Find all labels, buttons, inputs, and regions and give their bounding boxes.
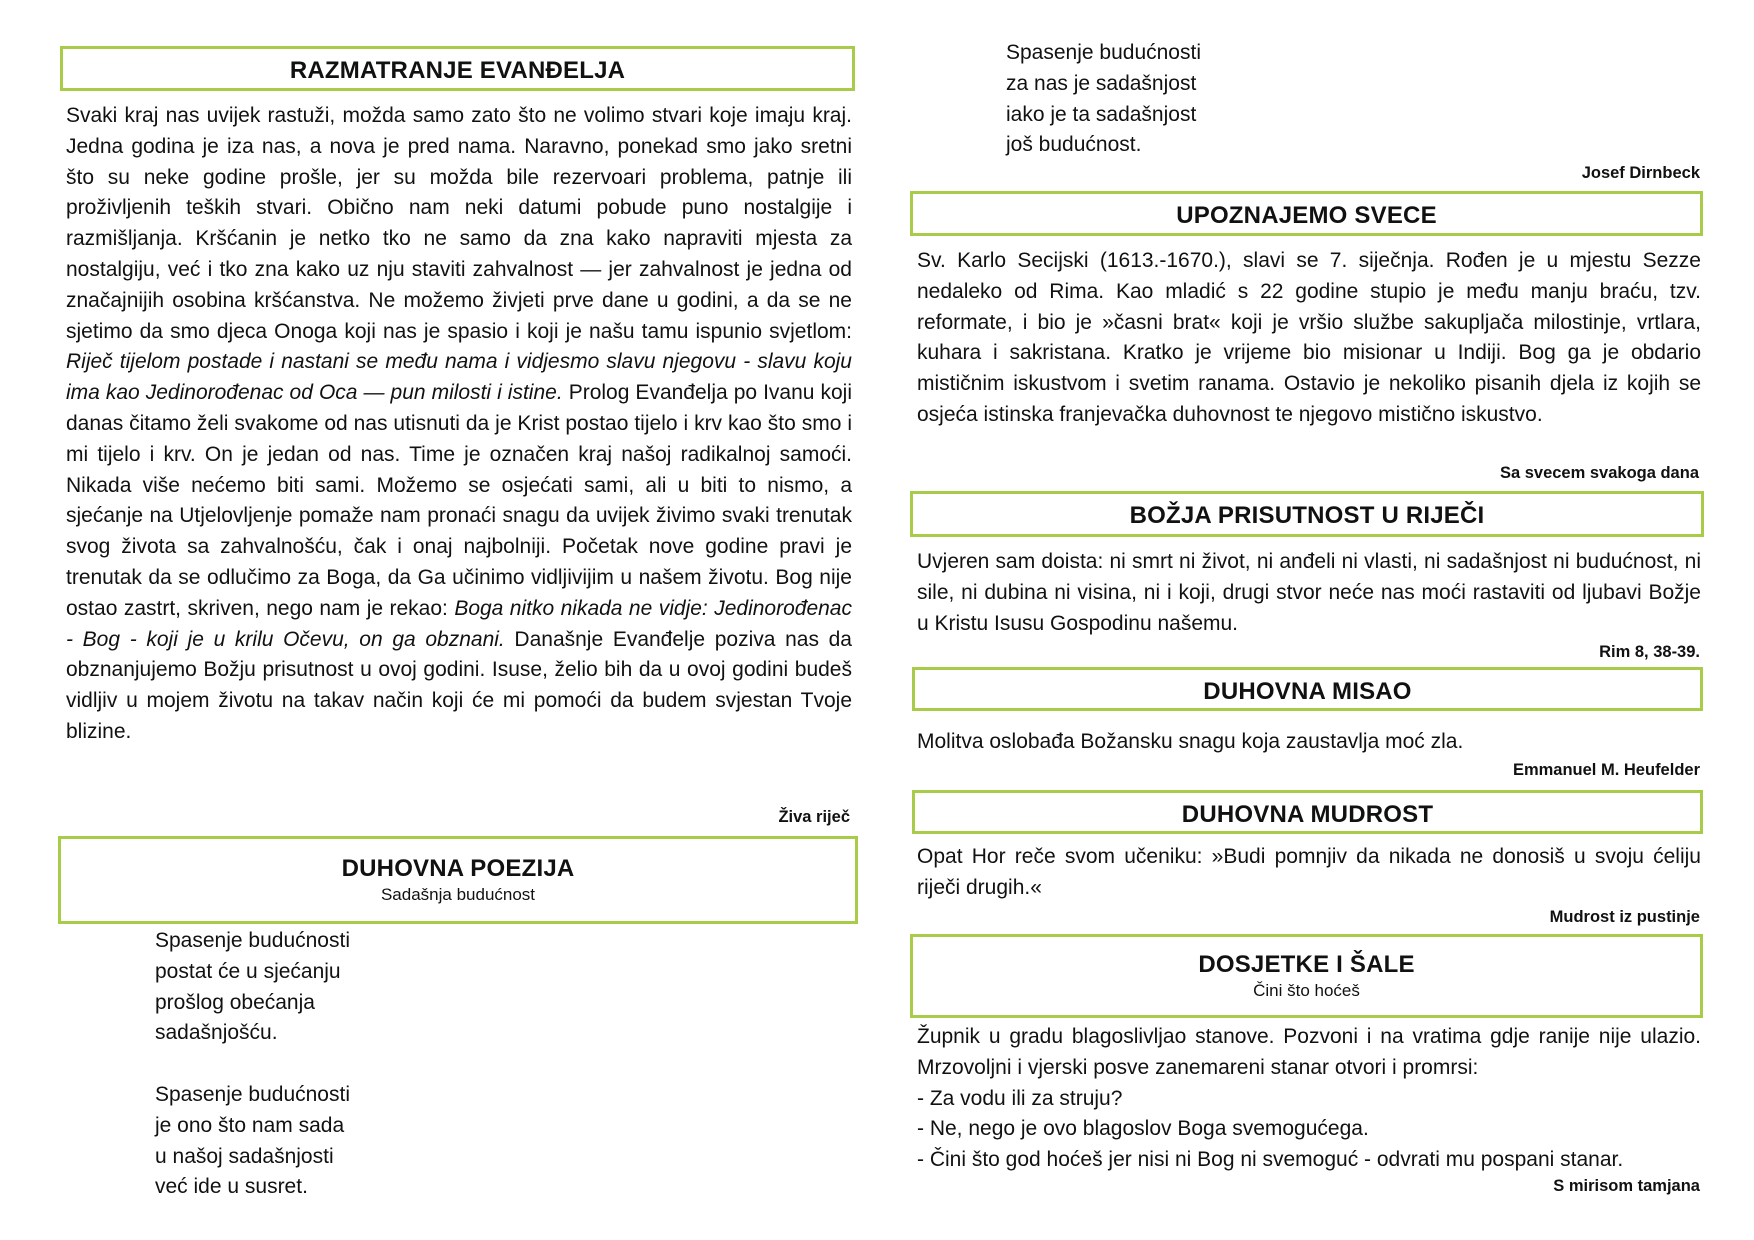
poem-line: prošlog obećanja [155, 990, 315, 1014]
poem-line: iako je ta sadašnjost [1006, 102, 1197, 126]
thought-heading-box [912, 667, 1703, 711]
poem-stanza-3 [1006, 38, 1406, 161]
word-text: Uvjeren sam doista: ni smrt ni život, ni anđeli ni vlasti, ni sadašnjost ni budućnost, ni sile, ni dubina ni visina, ni i koji, drugi stvor neće nas moći rastaviti od ljubavi Božje u Kristu Isusu Gospodinu našemu. [917, 550, 1701, 635]
poem-line: je ono što nam sada [155, 1113, 345, 1137]
word-source: Rim 8, 38-39. [1599, 643, 1700, 661]
word-title: BOŽJA PRISUTNOST U RIJEČI [1129, 502, 1485, 529]
poem-stanza-2 [155, 1080, 555, 1203]
poem-line: Spasenje budućnosti [155, 929, 350, 952]
gospel-text [66, 101, 852, 748]
gospel-text-part-b: Prolog Evanđelja po Ivanu koji danas čitamo želi svakome od nas utisnuti da je Krist postao tijelo i krv kao što smo i mi tijelo i krv. On je jedan od nas. Time je označen kraj našoj radikalnoj samoći. Nikada više nećemo biti sami. Možemo se osjećati sami, ali u biti to nismo, a sjećanje na Utjelovljenje pomaže nam pronaći snagu da uvijek živimo svaki trenutak svog života sa zahvalnošću, čak i onaj najbolniji. Početak nove godine pravi je trenutak da se odlučimo za Boga, da Ga učinimo vidljivijim u našem životu. Bog nije ostao zastrt, skriven, nego nam je rekao: [66, 381, 852, 620]
gospel-quote-1: Riječ tijelom postade i nastani se među nama i vidjesmo slavu njegovu - slavu koju ima kao Jedinorođenac od Oca — pun milosti i istine. [66, 350, 852, 405]
thought-title: DUHOVNA MISAO [1203, 678, 1412, 705]
poem-author: Josef Dirnbeck [1581, 164, 1700, 182]
wisdom-text: Opat Hor reče svom učeniku: »Budi pomnjiv da nikada ne donosiš u svoju ćeliju riječi drugih.« [917, 845, 1701, 899]
jokes-heading-box [910, 934, 1703, 1018]
gospel-text-part-a: Svaki kraj nas uvijek rastuži, možda samo zato što ne volimo stvari koje imaju kraj. Jedna godina je iza nas, a nova je pred nama. Naravno, ponekad smo jako sretni što su neke godine prošle, jer su možda bile rezervoari problema, patnje ili proživljenih teških stvari. Obično nam neki datumi pobude puno nostalgije i razmišljanja. Kršćanin je netko tko ne samo da zna kako napraviti mjesta za nostalgiju, već i tko zna kako uz nju staviti zahvalnost — jer zahvalnost je jedna od značajnijih osobina kršćanstva. Ne možemo živjeti prve dane u godini, a da se ne sjetimo da smo djeca Onoga koji nas je spasio i koji je našu tamu ispunio svjetlom: [66, 104, 852, 343]
saints-source: Sa svecem svakoga dana [1499, 464, 1699, 482]
poetry-subtitle: Sadašnja budućnost [380, 885, 536, 904]
poem-line: postat će u sjećanju [155, 959, 341, 983]
poem-line: već ide u susret. [155, 1175, 308, 1199]
poem-line: Spasenje budućnosti [1006, 41, 1201, 64]
poetry-heading-box [58, 836, 858, 924]
poem-line: sadašnjošću. [155, 1021, 278, 1045]
gospel-heading-box [60, 46, 855, 91]
thought-text: Molitva oslobađa Božansku snagu koja zaustavlja moć zla. [917, 730, 1464, 753]
jokes-dialog-line: - Za vodu ili za struju? [917, 1086, 1123, 1110]
jokes-subtitle: Čini što hoćeš [1253, 981, 1360, 1000]
poem-line: Spasenje budućnosti [155, 1083, 350, 1106]
gospel-title: RAZMATRANJE EVANĐELJA [289, 57, 626, 84]
jokes-source: S mirisom tamjana [1553, 1177, 1700, 1195]
poem-stanza-1 [155, 926, 555, 1049]
wisdom-source: Mudrost iz pustinje [1549, 908, 1700, 926]
saints-title: UPOZNAJEMO SVECE [1176, 202, 1437, 229]
saints-text: Sv. Karlo Secijski (1613.-1670.), slavi se 7. siječnja. Rođen je u mjestu Sezze nedaleko od Rima. Kao mladić s 22 godine stupio je među manju braću, tzv. reformate, i bio je »časni brat« koji je vršio službe sakupljača milostinje, vrtlara, kuhara i sakristana. Kratko je vrijeme bio misionar u Indiji. Bog ga je obdario mističnim iskustvom i svetim ranama. Ostavio je nekoliko pisanih djela iz kojih se osjeća istinska franjevačka duhovnost te njegovo mistično iskustvo. [917, 249, 1701, 426]
jokes-dialog-line: - Čini što god hoćeš jer nisi ni Bog ni svemoguć - odvrati mu pospani stanar. [917, 1148, 1624, 1172]
wisdom-heading-box [912, 790, 1703, 834]
thought-source: Emmanuel M. Heufelder [1512, 761, 1700, 779]
jokes-title: DOSJETKE I ŠALE [1198, 951, 1415, 978]
jokes-dialog-line: - Ne, nego je ovo blagoslov Boga svemogućega. [917, 1117, 1369, 1141]
gospel-quote-2: Boga nitko nikada ne vidje: Jedinorođenac - Bog - koji je u krilu Očevu, on ga obznani. [66, 596, 852, 651]
wisdom-title: DUHOVNA MUDROST [1181, 801, 1434, 828]
poetry-title: DUHOVNA POEZIJA [341, 855, 575, 882]
poem-line: u našoj sadašnjosti [155, 1144, 334, 1168]
word-heading-box [910, 491, 1704, 537]
gospel-text-part-c: Današnje Evanđelje poziva nas da obznanjujemo Božju prisutnost u ovoj godini. Isuse, želio bih da u ovoj godini budeš vidljiv u mojem životu na takav način koji će mi pomoći da budem svjestan Tvoje blizine. [66, 627, 852, 743]
poem-line: još budućnost. [1006, 133, 1142, 157]
jokes-text [917, 1022, 1701, 1176]
gospel-source: Živa riječ [778, 808, 850, 826]
poem-line: za nas je sadašnjost [1006, 71, 1197, 95]
jokes-intro: Župnik u gradu blagoslivljao stanove. Pozvoni i na vratima gdje ranije nije ulazio. Mrzovoljni i vjerski posve zanemareni stanar otvori i promrsi: [917, 1025, 1701, 1079]
saints-heading-box [910, 191, 1703, 236]
